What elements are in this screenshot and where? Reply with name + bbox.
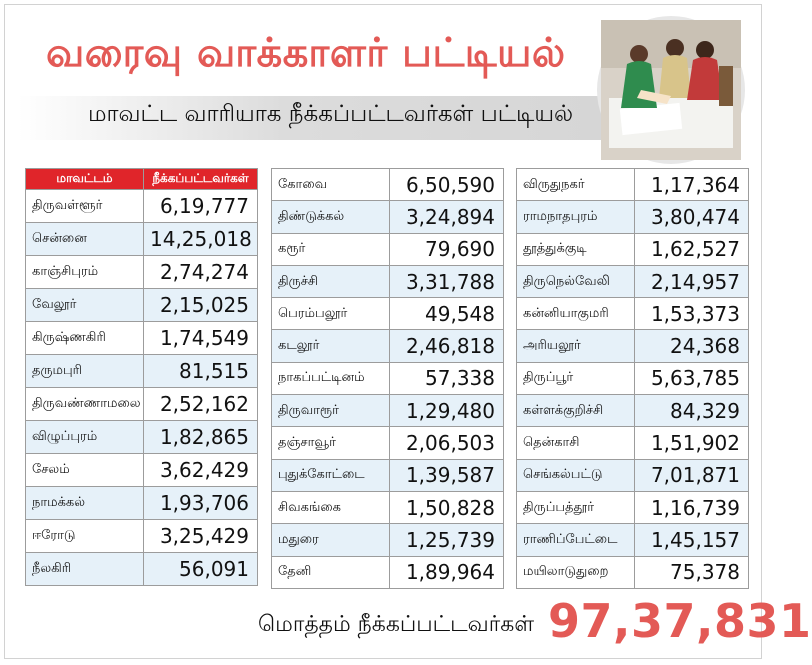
table-row [272,201,504,233]
removed-count: 1,29,480 [390,395,504,427]
removed-count: 57,338 [390,362,504,394]
table-row [26,322,258,355]
district-name: கரூர் [272,233,390,265]
removed-count: 1,89,964 [390,556,504,588]
table-row [272,491,504,523]
page-subtitle: மாவட்ட வாரியாக நீக்கப்பட்டவர்கள் பட்டியல் [88,101,574,127]
district-name: திண்டுக்கல் [272,201,390,233]
removed-count: 2,46,818 [390,330,504,362]
district-name: கள்ளக்குறிச்சி [517,395,635,427]
district-name: கோவை [272,169,390,201]
district-name: ராமநாதபுரம் [517,201,635,233]
table-row [272,169,504,201]
removed-count: 1,17,364 [635,169,749,201]
table-row [272,298,504,330]
removed-count: 2,06,503 [390,427,504,459]
district-name: மதுரை [272,524,390,556]
table-row [517,427,749,459]
table-row [26,355,258,388]
removed-count: 6,19,777 [144,190,258,223]
district-name: நீலகிரி [26,553,144,586]
district-name: நாமக்கல் [26,487,144,520]
header-removed: நீக்கப்பட்டவர்கள் [144,169,258,190]
removed-count: 1,50,828 [390,491,504,523]
district-table-1-body [26,190,258,586]
removed-count: 3,62,429 [144,454,258,487]
table-row [517,169,749,201]
removed-count: 1,74,549 [144,322,258,355]
removed-count: 24,368 [635,330,749,362]
removed-count: 81,515 [144,355,258,388]
table-row [26,520,258,553]
table-row [517,459,749,491]
district-name: திருப்பத்தூர் [517,491,635,523]
removed-count: 2,14,957 [635,265,749,297]
removed-count: 49,548 [390,298,504,330]
table-row [272,427,504,459]
removed-count: 1,39,587 [390,459,504,491]
district-name: காஞ்சிபுரம் [26,256,144,289]
removed-count: 3,80,474 [635,201,749,233]
total-label: மொத்தம் நீக்கப்பட்டவர்கள் [258,612,535,637]
district-name: சேலம் [26,454,144,487]
district-name: திருவள்ளூர் [26,190,144,223]
removed-count: 3,31,788 [390,265,504,297]
district-name: கன்னியாகுமரி [517,298,635,330]
district-name: அரியலூர் [517,330,635,362]
table-row [517,491,749,523]
district-table-3-body [517,169,749,589]
district-name: தேனி [272,556,390,588]
table-row [517,362,749,394]
table-row [517,330,749,362]
district-name: திருப்பூர் [517,362,635,394]
district-name: ராணிப்பேட்டை [517,524,635,556]
district-table-2 [271,168,504,589]
table-row [517,201,749,233]
removed-count: 3,24,894 [390,201,504,233]
table-row [272,459,504,491]
district-name: கடலூர் [272,330,390,362]
table-row [272,233,504,265]
district-name: விருதுநகர் [517,169,635,201]
removed-count: 7,01,871 [635,459,749,491]
district-table-3 [516,168,749,589]
table-row [272,556,504,588]
table-row [26,388,258,421]
removed-count: 2,74,274 [144,256,258,289]
table-row [517,556,749,588]
district-name: நாகப்பட்டினம் [272,362,390,394]
table-row [26,256,258,289]
district-name: பெரம்பலூர் [272,298,390,330]
district-table-2-body [272,169,504,589]
header-district: மாவட்டம் [26,169,144,190]
district-name: சென்னை [26,223,144,256]
district-name: கிருஷ்ணகிரி [26,322,144,355]
removed-count: 1,25,739 [390,524,504,556]
removed-count: 1,45,157 [635,524,749,556]
table-row [272,265,504,297]
table-row [517,233,749,265]
removed-count: 6,50,590 [390,169,504,201]
district-name: திருநெல்வேலி [517,265,635,297]
table-row [272,362,504,394]
table-row [517,395,749,427]
table-row [272,330,504,362]
table-row [272,395,504,427]
district-name: ஈரோடு [26,520,144,553]
removed-count: 79,690 [390,233,504,265]
district-name: திருச்சி [272,265,390,297]
table-row [26,289,258,322]
table-row [26,223,258,256]
table-row [26,553,258,586]
district-name: சிவகங்கை [272,491,390,523]
district-name: புதுக்கோட்டை [272,459,390,491]
removed-count: 1,51,902 [635,427,749,459]
district-name: விழுப்புரம் [26,421,144,454]
district-name: செங்கல்பட்டு [517,459,635,491]
voters-photo [597,16,745,164]
removed-count: 5,63,785 [635,362,749,394]
district-table-1 [25,168,258,586]
removed-count: 3,25,429 [144,520,258,553]
district-name: மயிலாடுதுறை [517,556,635,588]
removed-count: 1,93,706 [144,487,258,520]
district-name: திருவாரூர் [272,395,390,427]
table-row [272,524,504,556]
district-name: தருமபுரி [26,355,144,388]
district-name: வேலூர் [26,289,144,322]
voters-photo-illustration [601,20,741,160]
removed-count: 1,16,739 [635,491,749,523]
removed-count: 75,378 [635,556,749,588]
removed-count: 1,53,373 [635,298,749,330]
district-name: தஞ்சாவூர் [272,427,390,459]
district-name: தென்காசி [517,427,635,459]
district-name: தூத்துக்குடி [517,233,635,265]
page-title: வரைவு வாக்காளர் பட்டியல் [46,30,566,76]
removed-count: 2,52,162 [144,388,258,421]
table-row [26,487,258,520]
removed-count: 84,329 [635,395,749,427]
removed-count: 56,091 [144,553,258,586]
removed-count: 14,25,018 [144,223,258,256]
removed-count: 1,62,527 [635,233,749,265]
table-row [517,265,749,297]
total-value: 97,37,831 [548,594,812,648]
table-row [517,298,749,330]
district-name: திருவண்ணாமலை [26,388,144,421]
removed-count: 1,82,865 [144,421,258,454]
table-row [26,454,258,487]
removed-count: 2,15,025 [144,289,258,322]
table-row [26,190,258,223]
table-row [517,524,749,556]
table-row [26,421,258,454]
